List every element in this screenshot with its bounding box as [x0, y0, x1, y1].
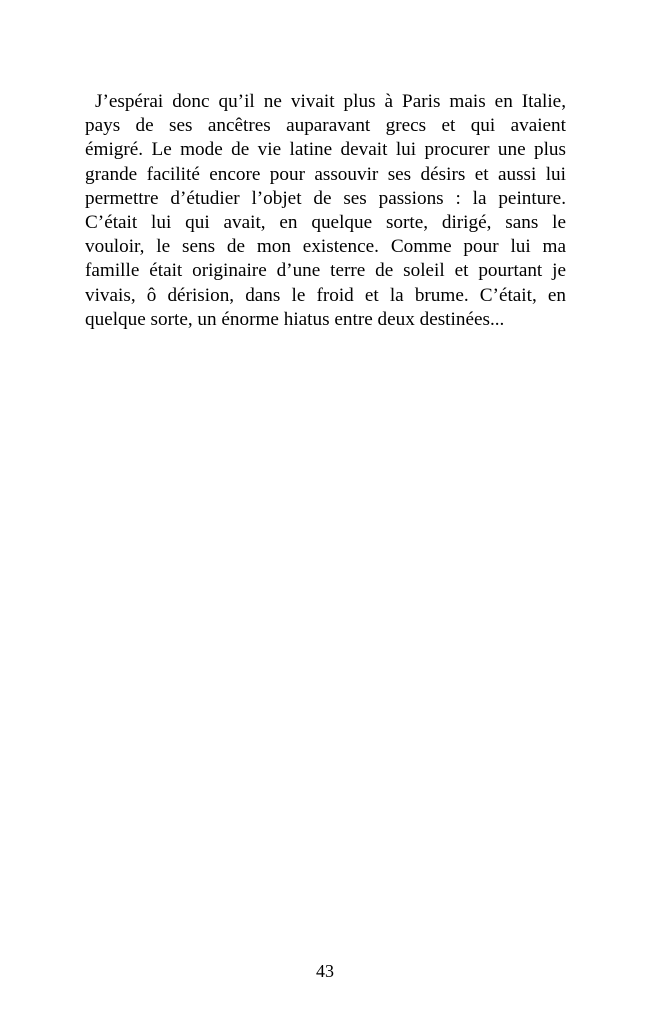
paragraph-line: vouloir, le sens de mon existence. Comme pour lui ma [85, 236, 566, 258]
paragraph-line: J’espérai donc qu’il ne vivait plus à Paris mais en Italie, [95, 91, 566, 112]
paragraph-line: grande facilité encore pour assouvir ses désirs et aussi lui [85, 163, 566, 185]
paragraph-line: permettre d’étudier l’objet de ses passions : la peinture. [85, 187, 566, 209]
page-number: 43 [316, 961, 334, 981]
paragraph-line: vivais, ô dérision, dans le froid et la brume. C’était, en [85, 284, 566, 306]
paragraph-line: émigré. Le mode de vie latine devait lui procurer une plus [85, 139, 566, 161]
body-paragraph [85, 90, 566, 332]
paragraph-line: pays de ses ancêtres auparavant grecs et qui avaient [85, 115, 566, 137]
paragraph-line: famille était originaire d’une terre de soleil et pourtant je [85, 260, 566, 282]
paragraph-line: quelque sorte, un énorme hiatus entre deux destinées... [85, 308, 505, 330]
paragraph-line: C’était lui qui avait, en quelque sorte, dirigé, sans le [85, 211, 566, 233]
